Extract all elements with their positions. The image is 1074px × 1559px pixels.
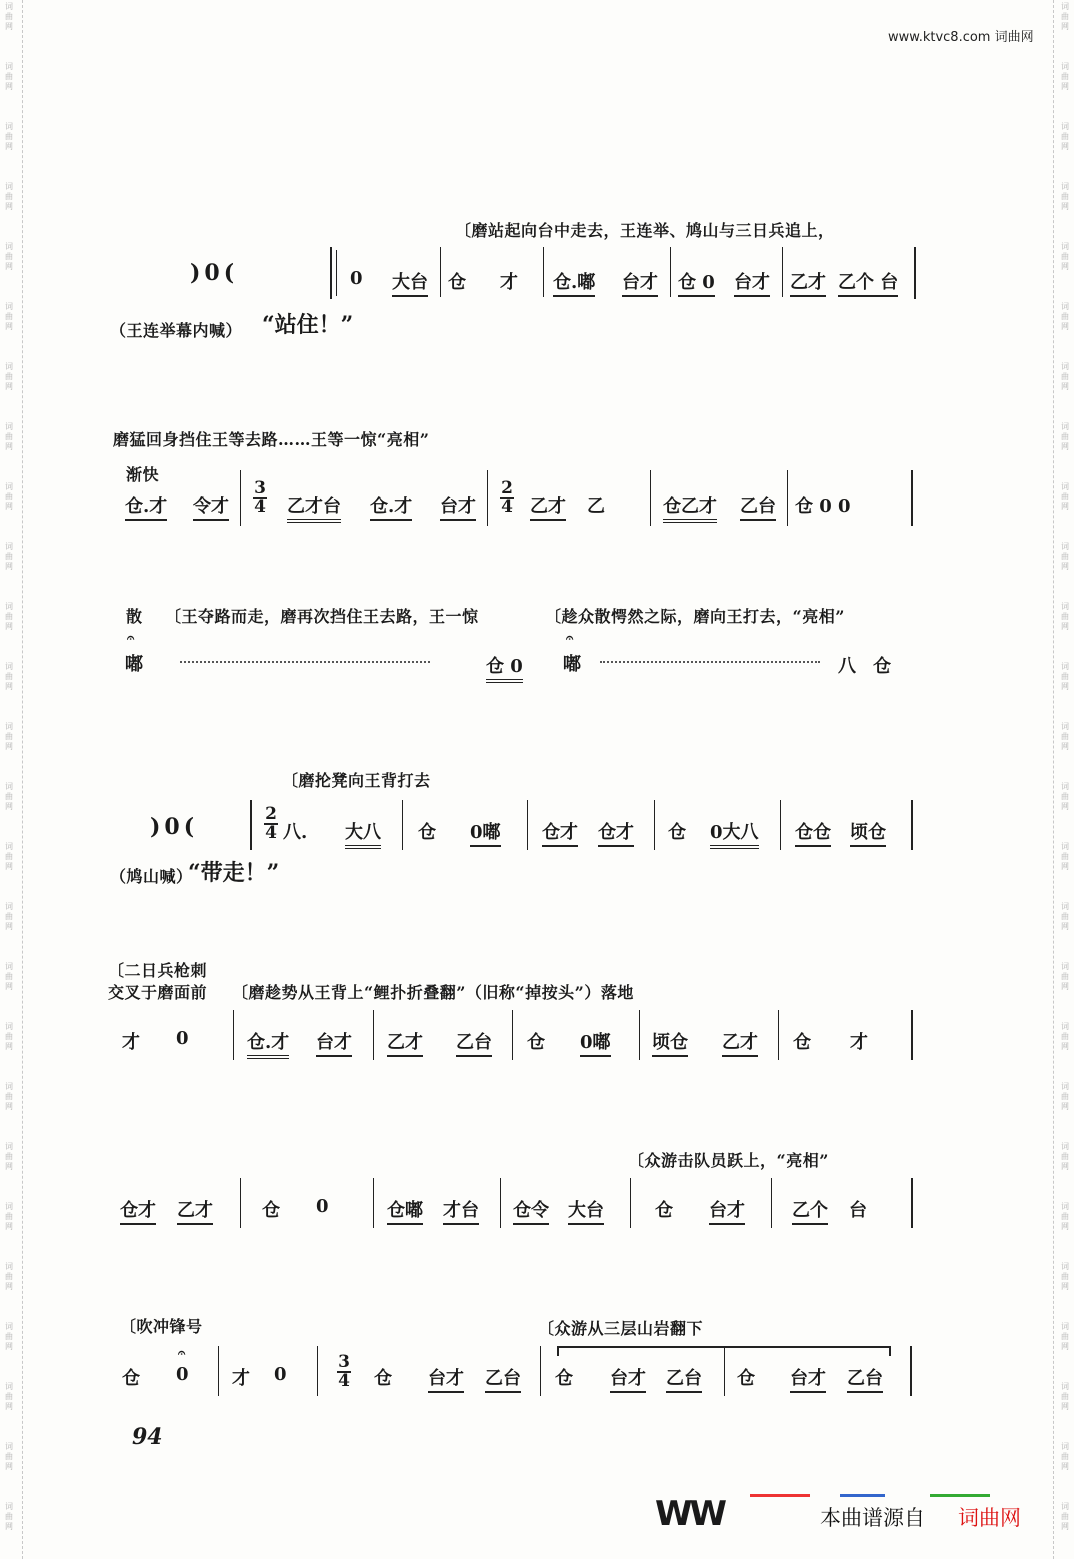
barline (780, 800, 781, 850)
side-stamp: 词 曲 网 (5, 422, 13, 451)
side-stamp: 词 曲 网 (5, 242, 13, 271)
stage-direction: 〔吹冲锋号 (120, 1317, 203, 1336)
note: 0嘟 (580, 1028, 611, 1057)
barline (512, 1010, 513, 1060)
note: 嘟 (125, 654, 143, 675)
side-stamp: 词 曲 网 (5, 542, 13, 571)
note: 台才 (790, 1364, 826, 1393)
note: 仓 (262, 1200, 280, 1221)
barline (650, 470, 651, 526)
note: 乙台 (456, 1028, 492, 1057)
barline (914, 247, 916, 299)
barline (543, 247, 544, 297)
side-stamp: 词 曲 网 (5, 1142, 13, 1171)
note: 仓 0 (486, 652, 523, 683)
stage-direction: 〔磨抡凳向王背打去 (282, 771, 431, 790)
barline (910, 1346, 912, 1396)
shout-speaker: （鸠山喊） (110, 867, 193, 886)
tremolo-line (180, 661, 430, 663)
note: 才 (122, 1032, 140, 1053)
watermark-color-strip (750, 1494, 1050, 1497)
side-stamp: 词 曲 网 (1061, 902, 1069, 931)
note: 仓 (737, 1368, 755, 1389)
note: 乙才 (530, 492, 566, 521)
note: 仓乙才 (663, 492, 717, 523)
side-stamp: 词 曲 网 (1061, 302, 1069, 331)
note: 台才 (622, 268, 658, 297)
note: 乙台 (485, 1364, 521, 1393)
note: 仓 (448, 272, 466, 293)
barline (787, 470, 788, 526)
side-stamp: 词 曲 网 (1061, 1022, 1069, 1051)
note: 台 (849, 1200, 867, 1221)
note: 0 (350, 268, 363, 289)
note: 台才 (734, 268, 770, 297)
note: 才 (232, 1368, 250, 1389)
barline (639, 1010, 640, 1060)
tempo-mark: 散 (126, 607, 143, 626)
side-stamp: 词 曲 网 (5, 1442, 13, 1471)
side-stamp: 词 曲 网 (1061, 962, 1069, 991)
side-stamp: 词 曲 网 (5, 722, 13, 751)
note: 令才 (193, 492, 229, 521)
note: 大八 (345, 818, 381, 849)
side-stamp: 词 曲 网 (1061, 782, 1069, 811)
side-stamp: 词 曲 网 (1061, 1442, 1069, 1471)
fermata-mark: 𝄐 (127, 631, 135, 646)
stage-direction: 交叉于磨面前 (108, 983, 208, 1002)
note: 仓才 (120, 1196, 156, 1225)
side-stamp: 词 曲 网 (5, 1082, 13, 1111)
time-signature: $\frac{3}{4}$ (338, 1352, 350, 1391)
side-stamp: 词 曲 网 (1061, 62, 1069, 91)
side-stamp: 词 曲 网 (5, 1262, 13, 1291)
side-stamp: 词 曲 网 (5, 1202, 13, 1231)
time-signature: $\frac{2}{4}$ (265, 804, 277, 843)
watermark-logo: WW (655, 1494, 725, 1534)
barline (240, 470, 241, 526)
side-stamp: 词 曲 网 (1061, 1262, 1069, 1291)
right-side-stamps (1058, 0, 1072, 1559)
note: 台才 (440, 492, 476, 521)
note: 乙个 (792, 1196, 828, 1225)
note: 才 (850, 1032, 868, 1053)
note: 顷仓 (652, 1028, 688, 1057)
barline (440, 247, 441, 297)
barline (630, 1178, 631, 1228)
tremolo-line (600, 661, 820, 663)
opening-rest: )0( (150, 814, 199, 840)
shout-text: “站住！” (262, 312, 354, 338)
barline (317, 1346, 318, 1396)
stage-direction: 〔王夺路而走，磨再次挡住王去路，王一惊 (165, 607, 479, 626)
note: 0 (316, 1196, 329, 1217)
note: 仓.嘟 (553, 268, 595, 297)
barline (218, 1346, 219, 1396)
note: 乙才 (177, 1196, 213, 1225)
side-stamp: 词 曲 网 (1061, 242, 1069, 271)
left-side-stamps (2, 0, 16, 1559)
stage-direction: 〔众游击队员跃上，“亮相” (628, 1151, 829, 1170)
note: 乙个 台 (838, 268, 898, 297)
note: 仓 (793, 1032, 811, 1053)
side-stamp: 词 曲 网 (1061, 482, 1069, 511)
side-stamp: 词 曲 网 (5, 362, 13, 391)
note: 乙才 (722, 1028, 758, 1057)
time-signature: $\frac{3}{4}$ (254, 478, 266, 517)
side-stamp: 词 曲 网 (1061, 1202, 1069, 1231)
barline (654, 800, 655, 850)
side-stamp: 词 曲 网 (5, 302, 13, 331)
side-stamp: 词 曲 网 (1061, 842, 1069, 871)
note: 仓 (374, 1368, 392, 1389)
fermata-mark: 𝄐 (566, 631, 574, 646)
note: 0 (176, 1364, 189, 1385)
side-stamp: 词 曲 网 (5, 602, 13, 631)
side-stamp: 词 曲 网 (1061, 362, 1069, 391)
stage-direction: 〔二日兵枪刺 (108, 961, 208, 980)
note: 0大八 (710, 818, 759, 849)
note: 仓嘟 (387, 1196, 423, 1225)
barline (911, 1010, 913, 1060)
barline (240, 1178, 241, 1228)
note: 乙才 (790, 268, 826, 297)
side-stamp: 词 曲 网 (1061, 722, 1069, 751)
note: 仓 (873, 656, 891, 677)
note: 八. (283, 822, 308, 843)
note: 乙台 (847, 1364, 883, 1393)
barline (487, 470, 488, 526)
stage-direction: 〔趁众散愕然之际，磨向王打去，“亮相” (545, 607, 845, 626)
note: 顷仓 (850, 818, 886, 847)
note: 才台 (443, 1196, 479, 1225)
barline (500, 1178, 501, 1228)
tempo-mark: 渐快 (126, 465, 160, 484)
note: 仓 (555, 1368, 573, 1389)
note: 0嘟 (470, 818, 501, 847)
barline (527, 800, 528, 850)
shout-text: “带走！” (188, 860, 280, 886)
note: 大台 (392, 268, 428, 297)
note: 乙 (587, 496, 605, 517)
site-url: www.ktvc8.com 词曲网 (888, 30, 1034, 45)
stage-direction: 〔众游从三层山岩翻下 (538, 1319, 704, 1338)
note: 乙台 (666, 1364, 702, 1393)
note: 才 (500, 272, 518, 293)
barline (778, 1010, 779, 1060)
note: 台才 (428, 1364, 464, 1393)
watermark-source-label: 本曲谱源自 (820, 1506, 925, 1530)
side-stamp: 词 曲 网 (1061, 182, 1069, 211)
side-stamp: 词 曲 网 (5, 1322, 13, 1351)
note: 乙才台 (287, 492, 341, 523)
side-stamp: 词 曲 网 (5, 782, 13, 811)
note: 台才 (316, 1028, 352, 1057)
note: 0 (274, 1364, 287, 1385)
barline (782, 247, 783, 297)
note: 八 (838, 656, 856, 677)
note: 仓仓 (795, 818, 831, 847)
note: 仓 (655, 1200, 673, 1221)
side-stamp: 词 曲 网 (1061, 602, 1069, 631)
shout-speaker: （王连举幕内喊） (110, 321, 243, 340)
side-stamp: 词 曲 网 (1061, 1082, 1069, 1111)
side-stamp: 词 曲 网 (1061, 1322, 1069, 1351)
barline (724, 1346, 725, 1396)
watermark-site-label: 词曲网 (958, 1506, 1021, 1530)
note: 仓 (668, 822, 686, 843)
note: 乙台 (740, 492, 776, 521)
note: 大台 (568, 1196, 604, 1225)
note: 仓.才 (125, 492, 167, 521)
note: 仓才 (598, 818, 634, 847)
note: 0 (176, 1028, 189, 1049)
page-number: 94 (132, 1424, 163, 1450)
note: 仓.才 (247, 1028, 289, 1059)
barline (911, 470, 913, 526)
note: 仓.才 (370, 492, 412, 521)
right-margin-line (1053, 0, 1054, 1559)
note: 仓才 (542, 818, 578, 847)
opening-rest: )0( (190, 260, 239, 286)
stage-direction: 磨猛回身挡住王等去路……王等一惊“亮相” (113, 430, 430, 449)
side-stamp: 词 曲 网 (5, 1022, 13, 1051)
fermata-mark: 𝄐 (178, 1346, 186, 1361)
side-stamp: 词 曲 网 (5, 1502, 13, 1531)
note: 仓 0 0 (795, 496, 851, 517)
side-stamp: 词 曲 网 (1061, 1382, 1069, 1411)
barline (771, 1178, 772, 1228)
time-signature: $\frac{2}{4}$ (501, 478, 513, 517)
note: 嘟 (563, 654, 581, 675)
barline (233, 1010, 234, 1060)
barline (373, 1010, 374, 1060)
barline (540, 1346, 541, 1396)
note: 乙才 (387, 1028, 423, 1057)
side-stamp: 词 曲 网 (1061, 1502, 1069, 1531)
side-stamp: 词 曲 网 (5, 662, 13, 691)
side-stamp: 词 曲 网 (5, 122, 13, 151)
side-stamp: 词 曲 网 (1061, 662, 1069, 691)
note: 仓 (122, 1368, 140, 1389)
side-stamp: 词 曲 网 (5, 482, 13, 511)
note: 仓 0 (678, 268, 715, 297)
barline (670, 247, 671, 297)
side-stamp: 词 曲 网 (1061, 542, 1069, 571)
note: 仓 (418, 822, 436, 843)
side-stamp: 词 曲 网 (1061, 422, 1069, 451)
side-stamp: 词 曲 网 (5, 902, 13, 931)
stage-direction: 〔磨站起向台中走去，王连举、鸠山与三日兵追上， (455, 221, 835, 240)
left-margin-line (22, 0, 23, 1559)
barline (330, 247, 332, 299)
note: 仓 (527, 1032, 545, 1053)
barline (336, 250, 337, 296)
side-stamp: 词 曲 网 (5, 182, 13, 211)
side-stamp: 词 曲 网 (1061, 122, 1069, 151)
side-stamp: 词 曲 网 (5, 62, 13, 91)
side-stamp: 词 曲 网 (1061, 1142, 1069, 1171)
side-stamp: 词 曲 网 (5, 842, 13, 871)
note: 台才 (610, 1364, 646, 1393)
barline (402, 800, 403, 850)
note: 台才 (709, 1196, 745, 1225)
side-stamp: 词 曲 网 (5, 962, 13, 991)
barline (373, 1178, 374, 1228)
barline (911, 800, 913, 850)
side-stamp: 词 曲 网 (1061, 2, 1069, 31)
barline (911, 1178, 913, 1228)
stage-direction: 〔磨趁势从王背上“鲤扑折叠翻”（旧称“掉按头”）落地 (232, 983, 634, 1002)
barline (250, 800, 252, 850)
side-stamp: 词 曲 网 (5, 1382, 13, 1411)
side-stamp: 词 曲 网 (5, 2, 13, 31)
note: 仓令 (513, 1196, 549, 1225)
